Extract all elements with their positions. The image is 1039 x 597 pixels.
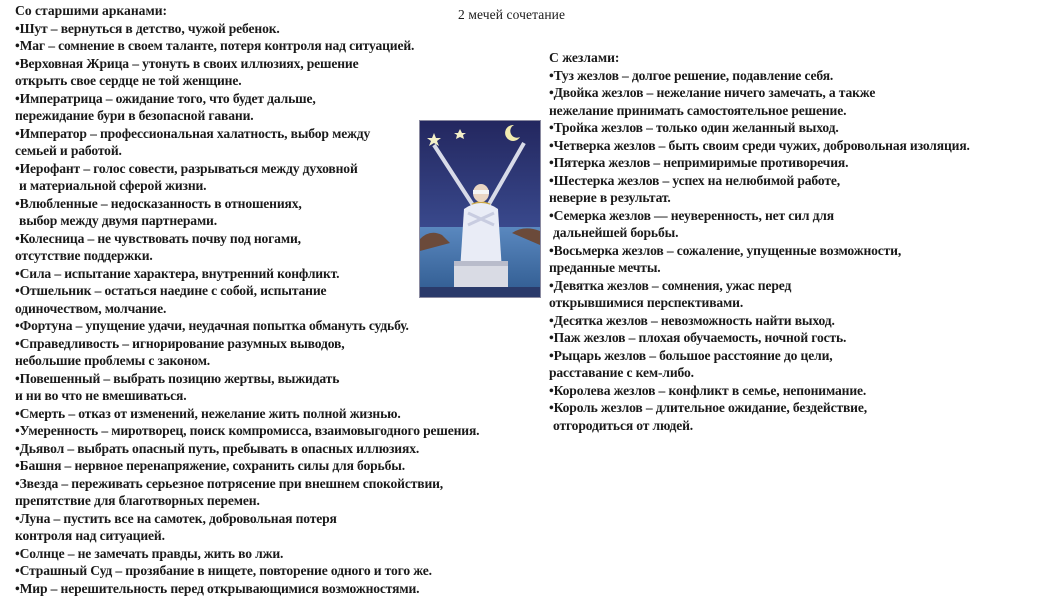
wands-column (549, 49, 1037, 434)
text-line: •Тройка жезлов – только один желанный выход. (549, 119, 1037, 137)
text-line: •Умеренность – миротворец, поиск компромисса, взаимовыгодного решения. (15, 422, 540, 440)
text-line: •Семерка жезлов — неуверенность, нет сил для (549, 207, 1037, 225)
text-line: •Десятка жезлов – невозможность найти выход. (549, 312, 1037, 330)
text-line: •Королева жезлов – конфликт в семье, непонимание. (549, 382, 1037, 400)
text-line: •Фортуна – упущение удачи, неудачная попытка обмануть судьбу. (15, 317, 540, 335)
text-line: выбор между двумя партнерами. (15, 212, 540, 230)
text-line: дальнейшей борьбы. (549, 224, 1037, 242)
text-line: контроля над ситуацией. (15, 527, 540, 545)
text-line: преданные мечты. (549, 259, 1037, 277)
text-line: и ни во что не вмешиваться. (15, 387, 540, 405)
wands-list (549, 67, 1037, 435)
text-line: •Паж жезлов – плохая обучаемость, ночной гость. (549, 329, 1037, 347)
text-line: •Двойка жезлов – нежелание ничего замечать, а также (549, 84, 1037, 102)
text-line: •Император – профессиональная халатность, выбор между (15, 125, 540, 143)
wands-heading: С жезлами: (549, 49, 1037, 67)
text-line: •Туз жезлов – долгое решение, подавление себя. (549, 67, 1037, 85)
text-line: •Колесница – не чувствовать почву под ногами, (15, 230, 540, 248)
text-line: •Сила – испытание характера, внутренний конфликт. (15, 265, 540, 283)
text-line: •Мир – нерешительность перед открывающимися возможностями. (15, 580, 540, 597)
text-line: •Влюбленные – недосказанность в отношениях, (15, 195, 540, 213)
text-line: •Луна – пустить все на самотек, добровольная потеря (15, 510, 540, 528)
text-line: и материальной сферой жизни. (15, 177, 540, 195)
text-line: •Шестерка жезлов – успех на нелюбимой работе, (549, 172, 1037, 190)
text-line: одиночеством, молчание. (15, 300, 540, 318)
major-arcana-list (15, 20, 540, 597)
text-line: •Башня – нервное перенапряжение, сохранить силы для борьбы. (15, 457, 540, 475)
text-line: •Рыцарь жезлов – большое расстояние до цели, (549, 347, 1037, 365)
two-of-swords-card-icon (420, 121, 540, 297)
text-line: •Дьявол – выбрать опасный путь, пребывать в опасных иллюзиях. (15, 440, 540, 458)
text-line: открывшимися перспективами. (549, 294, 1037, 312)
text-line: семьей и работой. (15, 142, 540, 160)
text-line: небольшие проблемы с законом. (15, 352, 540, 370)
text-line: нежелание принимать самостоятельное решение. (549, 102, 1037, 120)
major-arcana-column (15, 2, 540, 597)
text-line: •Отшельник – остаться наедине с собой, испытание (15, 282, 540, 300)
major-arcana-heading: Со старшими арканами: (15, 2, 540, 20)
text-line: •Шут – вернуться в детство, чужой ребенок. (15, 20, 540, 38)
text-line: •Смерть – отказ от изменений, нежелание жить полной жизнью. (15, 405, 540, 423)
text-line: •Девятка жезлов – сомнения, ужас перед (549, 277, 1037, 295)
text-line: •Восьмерка жезлов – сожаление, упущенные возможности, (549, 242, 1037, 260)
text-line: неверие в результат. (549, 189, 1037, 207)
two-of-swords-card-image (419, 120, 541, 298)
page-title: 2 мечей сочетание (458, 7, 565, 23)
text-line: •Маг – сомнение в своем таланте, потеря контроля над ситуацией. (15, 37, 540, 55)
text-line: пережидание бури в безопасной гавани. (15, 107, 540, 125)
text-line: •Верховная Жрица – утонуть в своих иллюзиях, решение (15, 55, 540, 73)
text-line: •Иерофант – голос совести, разрываться между духовной (15, 160, 540, 178)
text-line: •Солнце – не замечать правды, жить во лжи. (15, 545, 540, 563)
text-line: •Пятерка жезлов – непримиримые противоречия. (549, 154, 1037, 172)
text-line: •Императрица – ожидание того, что будет дальше, (15, 90, 540, 108)
text-line: •Звезда – переживать серьезное потрясение при внешнем спокойствии, (15, 475, 540, 493)
text-line: •Четверка жезлов – быть своим среди чужих, добровольная изоляция. (549, 137, 1037, 155)
text-line: •Справедливость – игнорирование разумных выводов, (15, 335, 540, 353)
text-line: расставание с кем-либо. (549, 364, 1037, 382)
text-line: •Страшный Суд – прозябание в нищете, повторение одного и того же. (15, 562, 540, 580)
text-line: •Король жезлов – длительное ожидание, бездействие, (549, 399, 1037, 417)
text-line: •Повешенный – выбрать позицию жертвы, выжидать (15, 370, 540, 388)
text-line: открыть свое сердце не той женщине. (15, 72, 540, 90)
text-line: отсутствие поддержки. (15, 247, 540, 265)
text-line: препятствие для благотворных перемен. (15, 492, 540, 510)
text-line: отгородиться от людей. (549, 417, 1037, 435)
